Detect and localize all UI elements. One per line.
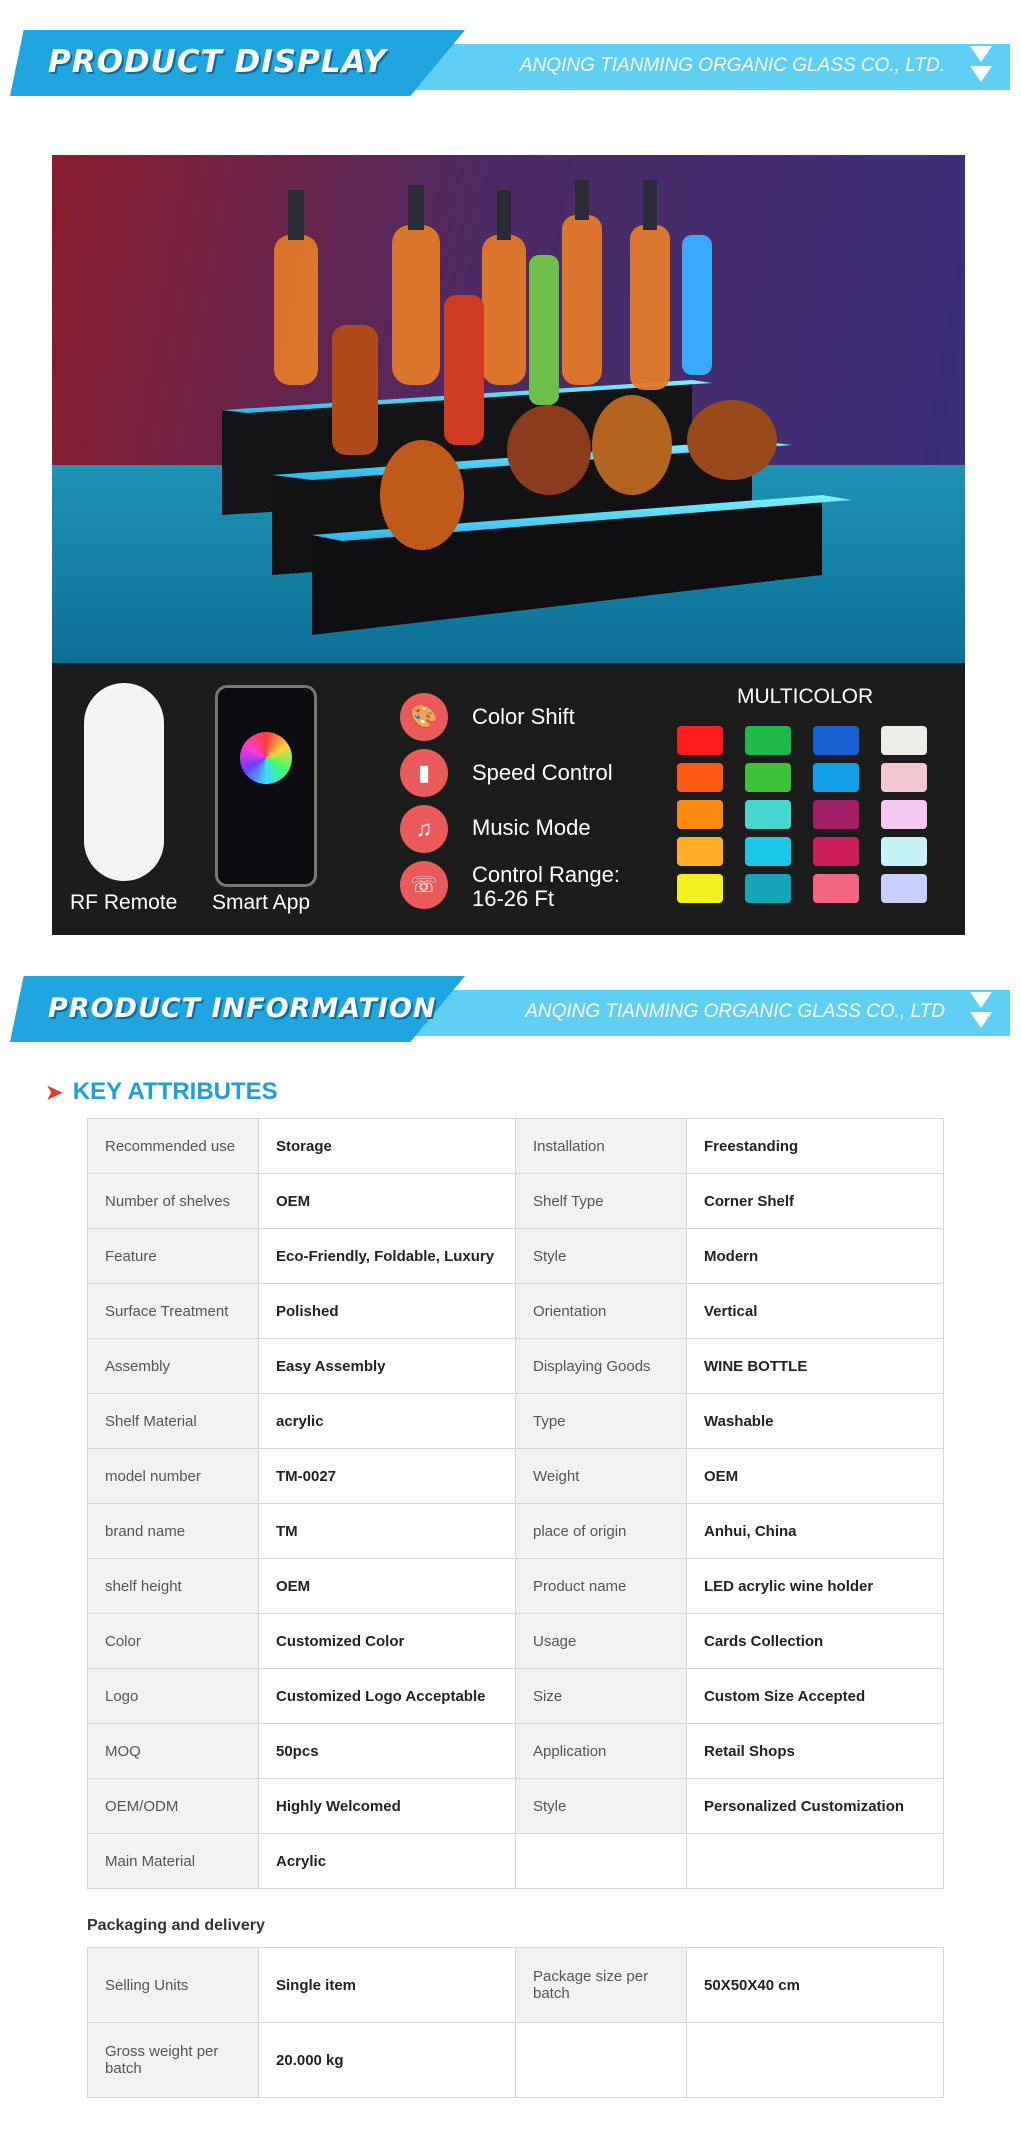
attribute-name: Weight [516,1449,687,1504]
table-row [88,1174,944,1229]
attribute-value: 50X50X40 cm [687,1948,944,2023]
feature-color-shift: Color Shift [472,704,575,729]
attribute-value: 20.000 kg [259,2023,516,2098]
product-photo [52,155,965,663]
packaging-heading: Packaging and delivery [87,1917,265,1934]
attribute-name: MOQ [88,1724,259,1779]
attribute-name: Package size per batch [516,1948,687,2023]
attribute-name: Style [516,1229,687,1284]
color-swatch [881,837,927,866]
attribute-name: model number [88,1449,259,1504]
controls-panel [52,663,965,935]
table-row [88,1559,944,1614]
attribute-value: Personalized Customization [687,1779,944,1834]
key-attributes-heading [46,1078,278,1106]
signal-icon: ☏ [400,861,448,909]
banner-company-name: ANQING TIANMING ORGANIC GLASS CO., LTD [525,1001,945,1022]
attribute-value: Customized Logo Acceptable [259,1669,516,1724]
attribute-name: shelf height [88,1559,259,1614]
attribute-value: Storage [259,1119,516,1174]
key-attributes-title: KEY ATTRIBUTES [72,1078,278,1105]
product-information-banner [10,976,1010,1042]
remote-icon: ▮ [400,749,448,797]
attribute-value: Single item [259,1948,516,2023]
table-row [88,1724,944,1779]
rf-remote-label: RF Remote [70,891,178,914]
attribute-value: Retail Shops [687,1724,944,1779]
music-note-icon: ♫ [400,805,448,853]
attribute-value: Polished [259,1284,516,1339]
color-swatch [813,874,859,903]
attribute-value: Easy Assembly [259,1339,516,1394]
attribute-value: Highly Welcomed [259,1779,516,1834]
attribute-name: Displaying Goods [516,1339,687,1394]
attribute-value: Corner Shelf [687,1174,944,1229]
attribute-name: Shelf Material [88,1394,259,1449]
packaging-table [87,1947,944,2098]
feature-control-range-line2: 16-26 Ft [472,886,554,911]
table-row [88,1779,944,1834]
palette-icon: 🎨 [400,693,448,741]
feature-music-mode: Music Mode [472,815,591,840]
attribute-value: TM-0027 [259,1449,516,1504]
attribute-name: OEM/ODM [88,1779,259,1834]
attribute-value [687,2023,944,2098]
key-attributes-table [87,1118,944,1889]
color-swatch [745,800,791,829]
led-wine-shelf-illustration [52,155,965,663]
color-wheel-icon [240,732,292,784]
color-swatch [881,763,927,792]
table-row [88,1614,944,1669]
attribute-value: TM [259,1504,516,1559]
banner-title: PRODUCT DISPLAY [48,44,387,80]
attribute-value: OEM [259,1559,516,1614]
color-swatch [881,800,927,829]
attribute-name: Size [516,1669,687,1724]
attribute-name [516,2023,687,2098]
attribute-name: Feature [88,1229,259,1284]
color-swatch [677,800,723,829]
attribute-name: brand name [88,1504,259,1559]
attribute-value: OEM [687,1449,944,1504]
attribute-value: acrylic [259,1394,516,1449]
attribute-name: Shelf Type [516,1174,687,1229]
table-row [88,1669,944,1724]
table-row [88,1394,944,1449]
banner-company-name: ANQING TIANMING ORGANIC GLASS CO., LTD. [519,55,945,76]
color-swatch [677,763,723,792]
attribute-name: Main Material [88,1834,259,1889]
banner-title: PRODUCT INFORMATION [48,993,437,1024]
attribute-value: WINE BOTTLE [687,1339,944,1394]
attribute-value: Anhui, China [687,1504,944,1559]
table-row [88,1229,944,1284]
attribute-value [687,1834,944,1889]
attribute-name: Usage [516,1614,687,1669]
color-swatch [677,726,723,755]
rf-remote-image [84,683,164,881]
attribute-name: Assembly [88,1339,259,1394]
attribute-name [516,1834,687,1889]
table-row [88,1284,944,1339]
attribute-name: Installation [516,1119,687,1174]
attribute-name: Gross weight per batch [88,2023,259,2098]
attribute-value: Modern [687,1229,944,1284]
multicolor-title: MULTICOLOR [737,685,874,708]
smart-app-phone-image [215,685,317,887]
attribute-value: Customized Color [259,1614,516,1669]
attribute-value: Cards Collection [687,1614,944,1669]
color-swatch [813,800,859,829]
table-row [88,1339,944,1394]
attribute-name: place of origin [516,1504,687,1559]
table-row [88,1449,944,1504]
feature-speed-control: Speed Control [472,760,613,785]
attribute-name: Orientation [516,1284,687,1339]
attribute-value: Vertical [687,1284,944,1339]
feature-control-range-line1: Control Range: [472,862,620,887]
smart-app-label: Smart App [212,891,311,914]
color-swatch [745,763,791,792]
table-row [88,2023,944,2098]
attribute-value: LED acrylic wine holder [687,1559,944,1614]
color-swatch [813,837,859,866]
color-swatch [677,837,723,866]
color-swatch [881,726,927,755]
attribute-value: Freestanding [687,1119,944,1174]
product-display-banner [10,30,1010,96]
attribute-name: Selling Units [88,1948,259,2023]
color-swatch [881,874,927,903]
color-swatch [677,874,723,903]
table-row [88,1119,944,1174]
table-row [88,1948,944,2023]
double-chevron-down-icon [970,46,992,86]
attribute-value: Eco-Friendly, Foldable, Luxury [259,1229,516,1284]
attribute-name: Surface Treatment [88,1284,259,1339]
attribute-name: Application [516,1724,687,1779]
table-row [88,1504,944,1559]
attribute-value: 50pcs [259,1724,516,1779]
attribute-name: Number of shelves [88,1174,259,1229]
arrow-right-icon: ➤ [46,1082,63,1104]
attribute-name: Recommended use [88,1119,259,1174]
attribute-name: Style [516,1779,687,1834]
color-swatch [745,874,791,903]
attribute-name: Logo [88,1669,259,1724]
attribute-value: Washable [687,1394,944,1449]
attribute-value: OEM [259,1174,516,1229]
attribute-value: Acrylic [259,1834,516,1889]
double-chevron-down-icon [970,992,992,1032]
attribute-name: Product name [516,1559,687,1614]
color-swatch [813,726,859,755]
color-swatch [745,726,791,755]
attribute-name: Color [88,1614,259,1669]
table-row [88,1834,944,1889]
color-swatch [745,837,791,866]
attribute-value: Custom Size Accepted [687,1669,944,1724]
color-swatch [813,763,859,792]
attribute-name: Type [516,1394,687,1449]
